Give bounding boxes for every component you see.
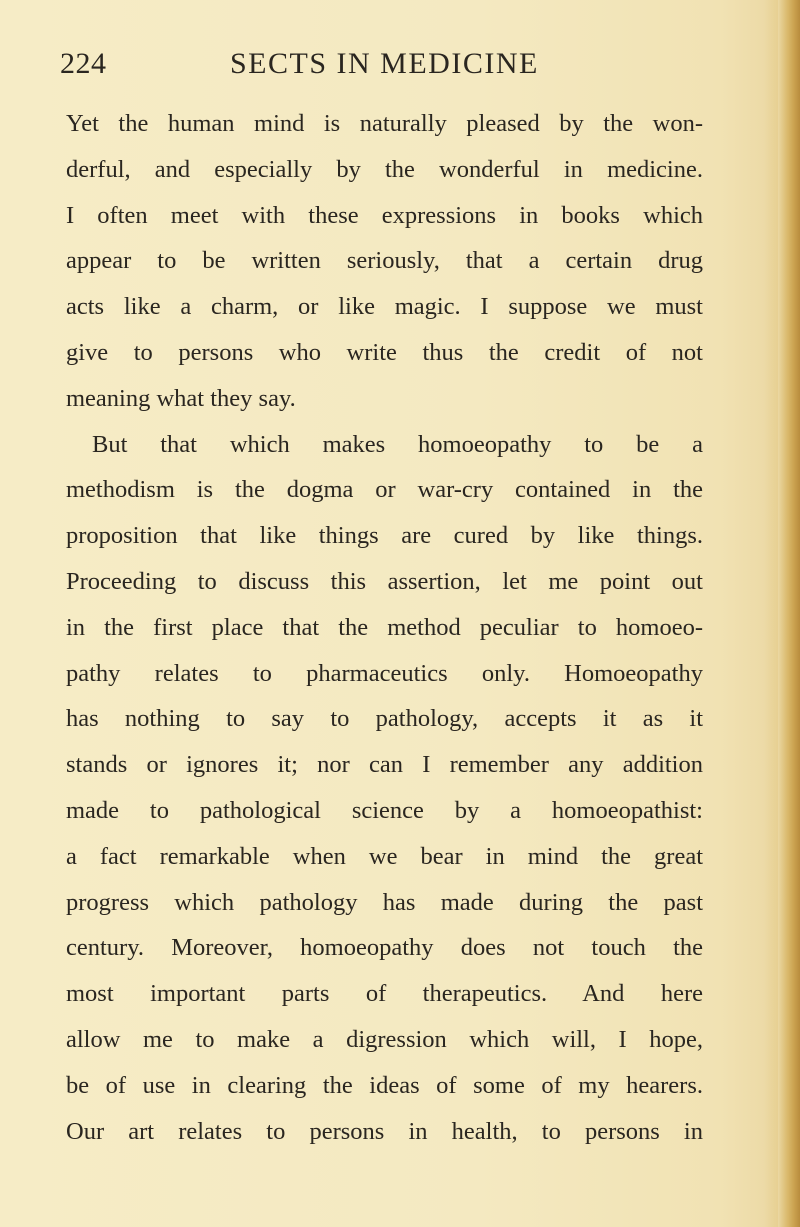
- text-line: in the first place that the method peculiar to homoeo-: [66, 613, 703, 641]
- running-title: SECTS IN MEDICINE: [230, 47, 539, 80]
- text-line: century. Moreover, homoeopathy does not touch the: [66, 934, 703, 962]
- page-edge-shadow: [764, 0, 778, 1227]
- text-line: be of use in clearing the ideas of some of my hearers.: [66, 1071, 703, 1099]
- text-line: acts like a charm, or like magic. I suppose we must: [66, 293, 703, 321]
- body-text: [66, 101, 703, 1154]
- text-line: made to pathological science by a homoeopathist:: [66, 796, 703, 824]
- text-line: progress which pathology has made during the past: [66, 888, 703, 916]
- page-edge: [778, 0, 800, 1227]
- text-line: Yet the human mind is naturally pleased by the won-: [66, 110, 703, 137]
- text-line: allow me to make a digression which will, I hope,: [66, 1025, 703, 1053]
- text-line: most important parts of therapeutics. And here: [66, 980, 703, 1008]
- text-line: pathy relates to pharmaceutics only. Homoeopathy: [66, 659, 703, 687]
- text-line: methodism is the dogma or war-cry contained in the: [66, 476, 703, 504]
- text-line: I often meet with these expressions in books which: [66, 201, 703, 229]
- running-head: [60, 44, 700, 84]
- text-line: Proceeding to discuss this assertion, let me point out: [66, 567, 703, 595]
- text-line: Our art relates to persons in health, to persons in: [66, 1117, 703, 1145]
- text-line: a fact remarkable when we bear in mind the great: [66, 842, 703, 870]
- text-line: has nothing to say to pathology, accepts it as it: [66, 705, 703, 733]
- text-line-paragraph-start: But that which makes homoeopathy to be a: [92, 430, 703, 458]
- text-line: give to persons who write thus the credit of not: [66, 338, 703, 366]
- text-line: stands or ignores it; nor can I remember any addition: [66, 751, 703, 779]
- page-number: 224: [60, 47, 107, 80]
- text-line-paragraph-end: meaning what they say.: [66, 384, 296, 412]
- text-line: derful, and especially by the wonderful in medicine.: [66, 155, 703, 183]
- text-line: appear to be written seriously, that a certain drug: [66, 247, 703, 275]
- text-line: proposition that like things are cured by like things.: [66, 522, 703, 550]
